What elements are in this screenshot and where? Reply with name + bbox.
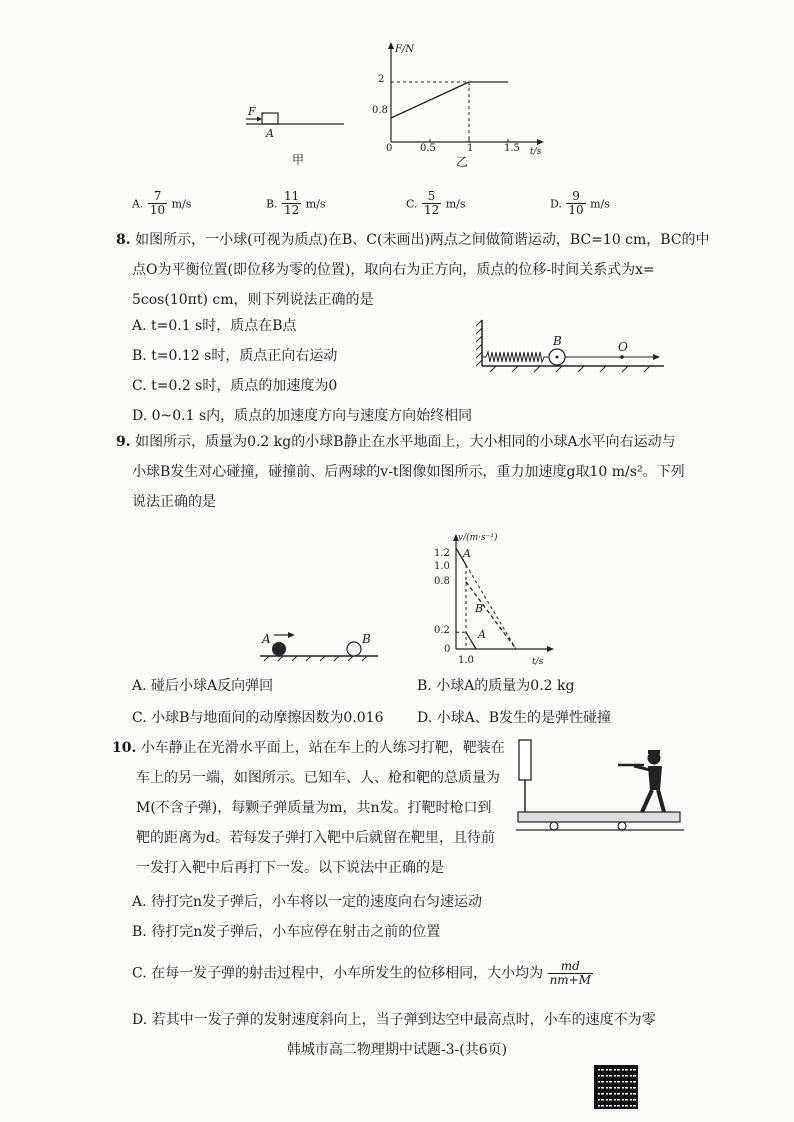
option-fraction: $\frac{md}{nm+M}$: [549, 959, 592, 987]
q7-option-c[interactable]: [406, 190, 466, 217]
page-footer: 韩城市高二物理期中试题-3-(共6页): [286, 1042, 508, 1058]
spring: [482, 352, 548, 362]
q8-spring-figure: [472, 318, 672, 376]
option-unit: m/s: [445, 197, 466, 211]
wheel-icon: [618, 822, 626, 830]
option-letter: D.: [550, 197, 562, 211]
arrow-icon: [653, 354, 660, 360]
question-8: [116, 230, 710, 320]
question-stem: 点O为平衡位置(即位移为零的位置)，取向右为正方向，质点的位移-时间关系式为x=: [132, 262, 655, 278]
option-fraction: $\frac{7}{10}$: [149, 189, 166, 217]
figure-jia: [238, 100, 348, 170]
question-stem: 如图所示，质量为0.2 kg的小球B静止在水平地面上，大小相同的小球A水平向右运动与: [135, 434, 676, 450]
ball-b-icon: [347, 642, 361, 656]
question-stem: 如图所示，一小球(可视为质点)在B、C(未画出)两点之间做简谐运动，BC=10 cm，BC的中: [135, 232, 710, 248]
figure-caption: 乙: [456, 155, 469, 169]
option-unit: m/s: [590, 197, 610, 211]
question-stem: M(不含子弹)，每颗子弹质量为m，共n发。打靶时枪口到: [136, 800, 492, 816]
velocity-line-a: [466, 632, 476, 649]
q9-option-c[interactable]: C. 小球B与地面间的动摩擦因数为0.016: [132, 710, 384, 726]
q9-balls-figure: [256, 626, 382, 664]
q10-cart-figure: [514, 738, 686, 844]
q9-option-a[interactable]: A. 碰后小球A反向弹回: [132, 678, 274, 694]
y-tick-label: 0.8: [372, 105, 388, 116]
x-tick-label: 1.5: [504, 143, 520, 154]
line-label: A: [463, 547, 471, 560]
option-letter: B.: [266, 197, 278, 211]
y-tick-label: 1.2: [434, 548, 450, 559]
option-text: C. 在每一发子弹的射击过程中，小车所发生的位移相同，大小均为: [132, 965, 544, 982]
question-stem: 靶的距离为d。若每发子弹打入靶中后就留在靶里，且待前: [136, 830, 495, 846]
q7-option-b[interactable]: [266, 190, 326, 217]
point-label: B: [553, 334, 562, 348]
question-number: 10.: [112, 740, 137, 756]
force-arrow-icon: [257, 117, 262, 122]
force-line-segment: [391, 82, 469, 118]
extension-line: [466, 565, 516, 649]
y-tick-label: 0.2: [434, 625, 450, 636]
q8-option-c[interactable]: C. t=0.2 s时，质点的加速度为0: [132, 378, 338, 394]
x-axis-label: t/s: [532, 657, 544, 667]
y-axis-label: v/(m·s⁻¹): [458, 533, 498, 543]
question-stem: 车上的另一端，如图所示。已知车、人、枪和靶的总质量为: [136, 770, 500, 786]
q8-option-b[interactable]: B. t=0.12 s时，质点正向右运动: [132, 348, 338, 364]
target-icon: [519, 740, 531, 780]
figure-caption: 甲: [292, 153, 305, 167]
origin-label: 0: [444, 644, 451, 655]
option-fraction: $\frac{11}{12}$: [284, 189, 300, 217]
line-label: A: [478, 628, 486, 641]
ground-hatch: [264, 656, 367, 661]
qr-code-icon: [594, 1065, 638, 1109]
wall-hatch: [476, 320, 482, 366]
question-stem: 5cos(10πt) cm，则下列说法正确的是: [132, 292, 374, 308]
y-tick-label: 2: [378, 74, 385, 85]
question-stem: 说法正确的是: [132, 494, 216, 510]
q10-option-a[interactable]: A. 待打完n发子弹后，小车将以一定的速度向右匀速运动: [132, 894, 483, 910]
option-unit: m/s: [305, 197, 326, 211]
option-fraction: $\frac{5}{12}$: [423, 189, 440, 217]
q9-vt-chart: [418, 528, 568, 670]
y-tick-label: 0.8: [434, 576, 450, 587]
question-number: 9.: [116, 434, 131, 450]
question-stem: 一发打入靶中后再打下一发。以下说法中正确的是: [136, 860, 444, 876]
force-label: F: [248, 105, 256, 118]
q9-options: [132, 676, 652, 738]
x-axis-arrow-icon: [537, 139, 544, 145]
question-9: [116, 432, 696, 522]
cart-body: [518, 812, 680, 822]
x-tick-label: 1.0: [458, 655, 474, 666]
velocity-arrow-icon: [288, 632, 295, 638]
question-stem: 小车静止在光滑水平面上，站在车上的人练习打靶，靶装在: [140, 740, 505, 756]
q9-option-b[interactable]: B. 小球A的质量为0.2 kg: [417, 678, 575, 694]
ball-b-label: B: [362, 632, 371, 646]
point-label: A: [266, 127, 274, 140]
q9-option-d[interactable]: D. 小球A、B发生的是弹性碰撞: [417, 710, 612, 726]
question-8-line: [116, 230, 710, 260]
y-axis-arrow-icon: [388, 42, 394, 49]
x-tick-label: 1: [467, 143, 474, 154]
wheel-icon: [550, 822, 558, 830]
q7-option-a[interactable]: [132, 190, 191, 217]
question-number: 8.: [116, 232, 131, 248]
point-label: O: [618, 340, 628, 354]
q10-option-b[interactable]: B. 待打完n发子弹后，小车应停在射击之前的位置: [132, 924, 441, 940]
block-icon: [262, 113, 278, 124]
q8-option-d[interactable]: D. 0~0.1 s内，质点的加速度方向与速度方向始终相同: [132, 408, 473, 424]
x-tick-label: 0.5: [420, 143, 436, 154]
q10-options: [132, 892, 692, 952]
person-icon: [634, 750, 664, 812]
y-tick-label: 1.0: [434, 561, 450, 572]
y-axis-label: F/N: [395, 44, 415, 55]
q8-option-a[interactable]: A. t=0.1 s时，质点在B点: [132, 318, 297, 334]
x-axis-arrow-icon: [547, 646, 554, 652]
q10-option-c[interactable]: [132, 960, 593, 1000]
option-unit: m/s: [171, 197, 192, 211]
option-fraction: $\frac{9}{10}$: [568, 189, 584, 217]
question-10: [112, 738, 512, 888]
question-10-line: [112, 738, 512, 768]
ball-a-label: A: [262, 632, 271, 646]
question-9-line: [116, 432, 696, 462]
origin-label: 0: [386, 143, 393, 154]
q7-options: [132, 190, 652, 224]
ball-a-icon: [272, 642, 286, 656]
x-axis-label: t/s: [530, 147, 542, 157]
question-stem: 小球B发生对心碰撞，碰撞前、后两球的v-t图像如图所示，重力加速度g取10 m/s²。下列: [132, 464, 685, 480]
figure-yi-chart: [360, 38, 560, 170]
line-label: B: [475, 602, 484, 615]
option-letter: A.: [132, 197, 144, 211]
q7-option-d[interactable]: [550, 190, 610, 217]
velocity-line-b: [466, 582, 516, 649]
option-letter: C.: [406, 197, 418, 211]
q10-option-d[interactable]: D. 若其中一发子弹的发射速度斜向上，当子弹到达空中最高点时，小车的速度不为零: [132, 1012, 656, 1028]
ground-hatch: [490, 366, 650, 372]
